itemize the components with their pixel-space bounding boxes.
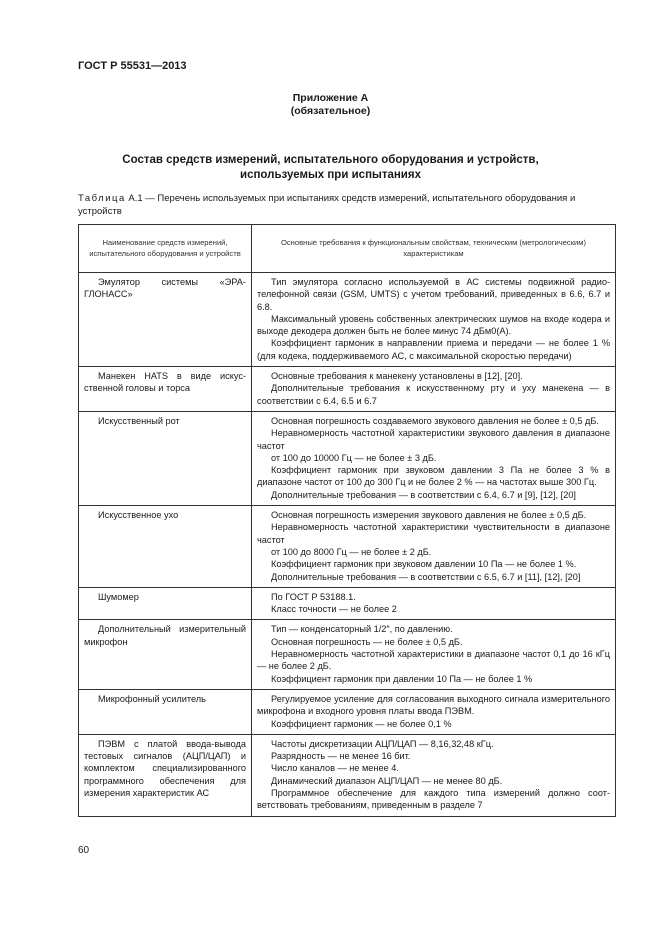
equipment-name-cell	[79, 689, 252, 734]
table-row	[79, 734, 616, 816]
equipment-name-cell	[79, 734, 252, 816]
requirement-line: Коэффициент гармоник при звуковом давлении 10 Па — не более 1 %.	[271, 559, 577, 570]
equipment-name: Искусственное ухо	[98, 510, 179, 521]
requirement-line: Динамический диапазон АЦП/ЦАП — не менее 80 дБ.	[271, 775, 503, 786]
equipment-name: Искусственный рот	[98, 415, 180, 426]
requirement-line: Основная погрешность — не более ± 0,5 дБ.	[271, 636, 463, 647]
equipment-name-cell	[79, 411, 252, 505]
equipment-name: Эмулятор системы «ЭРА-ГЛОНАСС»	[84, 277, 246, 300]
requirements-cell	[252, 734, 616, 816]
requirement-line: Коэффициент гармоник — не более 0,1 %	[271, 718, 452, 729]
equipment-name-cell	[79, 506, 252, 588]
equipment-name: Манекен HATS в виде искусственной головы и торса	[84, 371, 246, 394]
requirement-line: Максимальный уровень собственных электрических шумов на входе кодера и выходе декодера должен быть не более минус 74 дБм0(А).	[257, 313, 610, 337]
table-caption-label: Таблица	[78, 193, 126, 204]
requirement-line: Дополнительные требования к искусственному рту и уху манекена — в соответствии с 6.4, 6.5 и 6.7	[257, 383, 610, 406]
page-number: 60	[78, 845, 90, 856]
requirement-line: По ГОСТ Р 53188.1.	[271, 591, 356, 602]
requirement-line: Неравномерность частотной характеристики звукового давления в диапазоне частот	[257, 428, 610, 451]
requirement-line: Дополнительные требования — в соответствии с 6.4, 6.7 и [9], [12], [20]	[271, 489, 576, 500]
table-row	[79, 411, 616, 505]
requirements-cell	[252, 620, 616, 689]
requirement-line: Неравномерность частотной характеристики чувствительности в диапазоне частот	[257, 522, 610, 545]
table-row	[79, 689, 616, 734]
requirements-table	[78, 224, 616, 817]
requirement-line: от 100 до 8000 Гц — не более ± 2 дБ.	[271, 546, 432, 557]
requirement-line: Коэффициент гармоник при звуковом давлении 3 Па не более 3 % в диапазоне частот от 100 до 300 Гц и не более 2 % — на частотах выше 300 Гц.	[257, 465, 610, 488]
equipment-name-cell	[79, 273, 252, 367]
requirement-line: Коэффициент гармоник при давлении 10 Па — не более 1 %	[271, 673, 533, 684]
table-row	[79, 367, 616, 412]
requirement-line: Регулируемое усиление для согласования выходного сигнала измерительного микрофона и входного уровня платы ввода ПЭВМ.	[257, 693, 610, 717]
requirement-line: Программное обеспечение для каждого типа измерений должно соответствовать требованиям, приведенным в разделе 7	[257, 787, 610, 811]
equipment-name: Шумомер	[98, 591, 139, 602]
equipment-name-cell	[79, 620, 252, 689]
equipment-name: ПЭВМ с платой ввода-вывода тестовых сигналов (АЦП/ЦАП) и комплектом специализированного программного обеспечения для измерения характеристик АС	[84, 738, 246, 798]
requirement-line: Тип — конденсаторный 1/2″, по давлению.	[271, 624, 453, 635]
requirements-cell	[252, 273, 616, 367]
appendix-title: Приложение А	[292, 92, 369, 104]
requirement-line: Основная погрешность измерения звукового давления не более ± 0,5 дБ.	[271, 510, 587, 521]
requirement-line: Неравномерность частотной характеристики в диапазоне частот 0,1 до 16 кГц — не более 2 дБ.	[257, 649, 610, 672]
requirement-line: Основные требования к манекену установлены в [12], [20].	[271, 371, 523, 382]
requirement-line: Число каналов — не менее 4.	[271, 763, 399, 774]
appendix-status: (обязательное)	[290, 105, 371, 117]
table-row	[79, 620, 616, 689]
requirement-line: Разрядность — не менее 16 бит.	[271, 751, 411, 762]
equipment-name-cell	[79, 587, 252, 620]
table-row	[79, 506, 616, 588]
requirements-cell	[252, 689, 616, 734]
column-header-name: Наименование средств измерений, испытательного оборудования и устройств	[79, 225, 252, 273]
table-caption	[78, 192, 618, 218]
requirement-line: Дополнительные требования — в соответствии с 6.5, 6.7 и [11], [12], [20]	[271, 571, 581, 582]
table-header-row	[79, 225, 616, 273]
requirement-line: Коэффициент гармоник в направлении приема и передачи — не более 1 % (для кодека, поддерживаемого АС, с максимальной скоростью передачи)	[257, 338, 610, 361]
requirements-cell	[252, 587, 616, 620]
requirements-cell	[252, 506, 616, 588]
requirements-cell	[252, 411, 616, 505]
requirement-line: Класс точности — не более 2	[271, 604, 397, 615]
document-header: ГОСТ Р 55531—2013	[78, 60, 187, 72]
requirement-line: Основная погрешность создаваемого звукового давления не более ± 0,5 дБ.	[271, 415, 599, 426]
column-header-requirements: Основные требования к функциональным свойствам, техническим (метрологическим) характеристикам	[252, 225, 616, 273]
table-row	[79, 273, 616, 367]
table-caption-text: А.1 — Перечень используемых при испытаниях средств измерений, испытательного оборудования и устройств	[78, 193, 576, 217]
equipment-name-cell	[79, 367, 252, 412]
requirements-cell	[252, 367, 616, 412]
section-title: Состав средств измерений, испытательного оборудования и устройств, используемых при испытаниях	[122, 154, 539, 181]
table-row	[79, 587, 616, 620]
requirement-line: Частоты дискретизации АЦП/ЦАП — 8,16,32,48 кГц.	[271, 738, 494, 749]
table-body	[79, 273, 616, 817]
equipment-name: Микрофонный усилитель	[98, 693, 206, 704]
requirement-line: Тип эмулятора согласно используемой в АС системы подвижной радиотелефонной связи (GSM, UMTS) с учетом требований, приведенных в 6.6, 6.7 и 6.8.	[257, 277, 610, 312]
requirement-line: от 100 до 10000 Гц — не более ± 3 дБ.	[271, 452, 437, 463]
equipment-name: Дополнительный измерительный микрофон	[84, 624, 246, 647]
